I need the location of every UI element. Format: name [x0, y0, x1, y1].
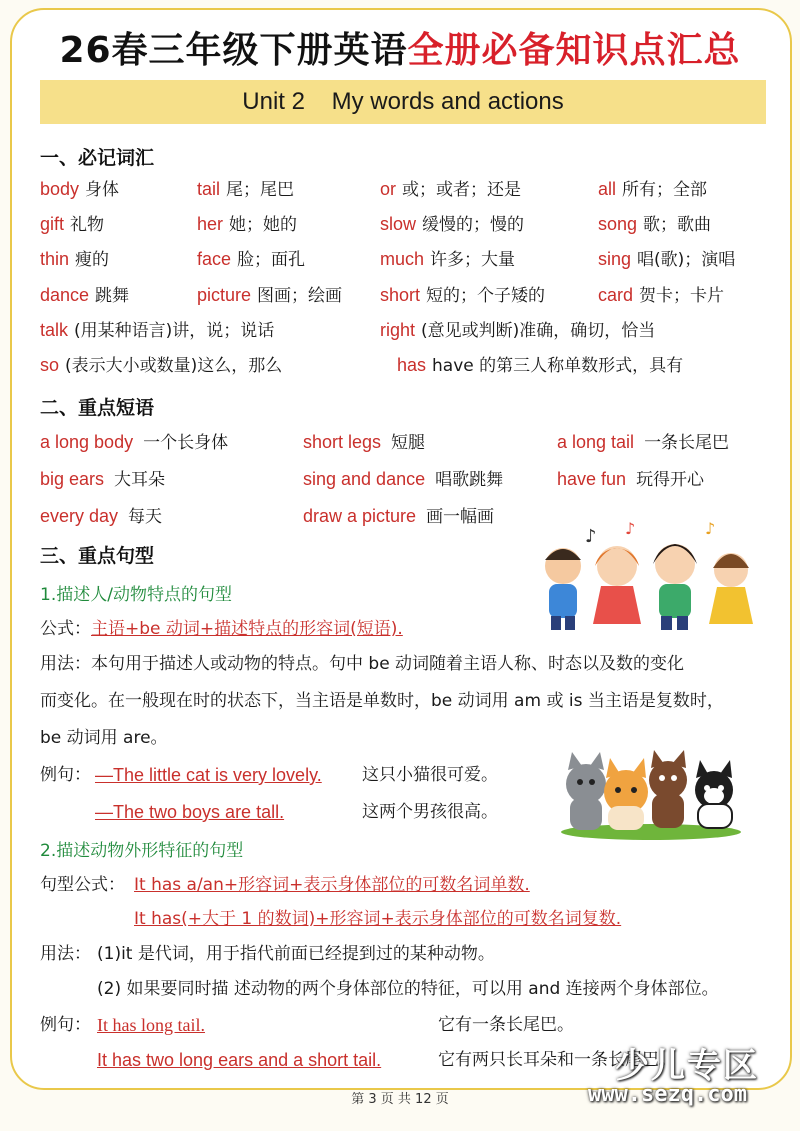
vocab-word: her — [197, 214, 224, 234]
section-sentences-heading: 三、重点句型 — [40, 545, 155, 567]
vocab-item — [598, 248, 735, 271]
vocab-item — [380, 284, 545, 307]
vocab-meaning: 短的；个子矮的 — [426, 286, 546, 306]
phrase-en: big ears — [40, 469, 105, 489]
pattern2-ex2-en-text: It has two long ears and a short tail. — [97, 1050, 382, 1070]
vocab-word: gift — [40, 214, 65, 234]
unit-banner: Unit 2 My words and actions — [40, 80, 766, 124]
page-footer: 第 3 页 共 12 页 — [351, 1092, 449, 1107]
vocab-meaning: 身体 — [85, 180, 120, 200]
vocab-word: thin — [40, 249, 70, 269]
phrase-item — [557, 468, 704, 491]
vocab-meaning: 贺卡；卡片 — [639, 286, 725, 306]
phrase-item — [557, 431, 729, 454]
vocab-word: tail — [197, 179, 221, 199]
pattern2-formula-label: 句型公式： — [40, 875, 125, 895]
vocab-word: body — [40, 179, 80, 199]
pattern1-example2-en — [95, 801, 284, 824]
watermark-text: 少儿专区 — [615, 1046, 759, 1086]
vocab-item — [380, 319, 655, 342]
vocab-item — [40, 284, 129, 307]
pattern2-usage1: (1)it 是代词，用于指代前面已经提到过的某种动物。 — [97, 944, 495, 964]
pattern1-usage-line1: 本句用于描述人或动物的特点。句中 be 动词随着主语人称、时态以及数的变化 — [91, 654, 685, 674]
pattern2-formula2 — [134, 908, 621, 930]
phrase-en: every day — [40, 506, 119, 526]
phrase-item — [40, 431, 228, 454]
vocab-item — [397, 354, 683, 377]
vocab-word: all — [598, 179, 617, 199]
vocab-word: short — [380, 285, 421, 305]
vocab-meaning: 所有；全部 — [622, 180, 708, 200]
vocab-word: sing — [598, 249, 632, 269]
phrase-item — [40, 505, 162, 528]
phrase-en: draw a picture — [303, 506, 417, 526]
kids-singing-illustration — [535, 520, 765, 632]
vocab-word: has — [397, 355, 427, 375]
pattern2-example2-zh: 它有两只长耳朵和一条长尾巴。 — [438, 1050, 676, 1070]
pattern1-ex2-en-text: —The two boys are tall. — [95, 802, 285, 822]
phrase-en: have fun — [557, 469, 627, 489]
phrase-zh: 大耳朵 — [114, 470, 166, 490]
phrase-zh: 每天 — [128, 507, 163, 527]
pattern2-example1-en — [97, 1014, 205, 1037]
pattern1-example-label: 例句： — [40, 765, 91, 785]
pattern1-usage-line3: be 动词用 are。 — [40, 728, 168, 748]
pattern1-heading: 1.描述人/动物特点的句型 — [40, 585, 232, 605]
vocab-item — [197, 178, 294, 201]
vocab-meaning: 尾；尾巴 — [226, 180, 295, 200]
vocab-item — [40, 178, 119, 201]
vocab-word: picture — [197, 285, 252, 305]
section-vocab-heading: 一、必记词汇 — [40, 147, 155, 169]
vocab-item — [598, 213, 711, 236]
vocab-word: so — [40, 355, 60, 375]
vocab-meaning: 缓慢的；慢的 — [422, 215, 525, 235]
pattern2-formula1 — [134, 874, 530, 896]
vocab-meaning: 或；或者；还是 — [402, 180, 522, 200]
vocab-item — [40, 319, 274, 342]
vocab-item — [380, 178, 521, 201]
pattern1-usage-label: 用法： — [40, 654, 91, 674]
phrase-en: a long tail — [557, 432, 635, 452]
vocab-word: much — [380, 249, 425, 269]
phrase-en: sing and dance — [303, 469, 426, 489]
vocab-item — [40, 213, 104, 236]
pattern2-example2-en — [97, 1049, 381, 1072]
pattern2-ex1-en-text: It has long tail. — [97, 1015, 205, 1035]
phrase-item — [40, 468, 165, 491]
phrase-en: short legs — [303, 432, 382, 452]
cats-illustration — [556, 746, 746, 840]
vocab-meaning: 跳舞 — [95, 286, 130, 306]
vocab-item — [598, 178, 707, 201]
vocab-item — [380, 213, 524, 236]
title-part2: 全册必备知识点汇总 — [407, 30, 741, 71]
pattern1-formula-text: 主语+be 动词+描述特点的形容词(短语). — [91, 619, 403, 639]
vocab-item — [598, 284, 724, 307]
vocab-meaning: (用某种语言)讲，说；说话 — [74, 321, 275, 341]
vocab-item — [40, 354, 282, 377]
pattern1-formula — [40, 618, 403, 640]
pattern2-formula1-text: It has a/an+形容词+表示身体部位的可数名词单数. — [134, 875, 530, 895]
vocab-word: card — [598, 285, 634, 305]
pattern1-formula-label: 公式： — [40, 619, 91, 639]
pattern2-example1-zh: 它有一条长尾巴。 — [438, 1015, 574, 1035]
phrase-en: a long body — [40, 432, 134, 452]
pattern1-usage — [40, 646, 770, 757]
pattern2-usage-label: 用法： — [40, 944, 91, 964]
vocab-item — [380, 248, 515, 271]
section-phrases-heading: 二、重点短语 — [40, 397, 155, 419]
vocab-item — [197, 284, 342, 307]
phrase-zh: 唱歌跳舞 — [435, 470, 504, 490]
vocab-item — [40, 248, 109, 271]
vocab-item — [197, 248, 305, 271]
vocab-word: or — [380, 179, 397, 199]
vocab-meaning: (表示大小或数量)这么，那么 — [65, 356, 283, 376]
page-title — [0, 22, 800, 73]
vocab-meaning: 图画；绘画 — [257, 286, 343, 306]
pattern2-usage2: (2) 如果要同时描 述动物的两个身体部位的特征，可以用 and 连接两个身体部位。 — [97, 979, 719, 999]
svg-text:♪: ♪ — [705, 520, 716, 538]
pattern1-example1-zh: 这只小猫很可爱。 — [362, 765, 498, 785]
vocab-word: slow — [380, 214, 417, 234]
phrase-item — [303, 505, 494, 528]
pattern1-ex1-en-text: —The little cat is very lovely. — [95, 765, 322, 785]
title-part1: 26春三年级下册英语 — [59, 30, 408, 71]
phrase-item — [303, 431, 425, 454]
vocab-word: dance — [40, 285, 90, 305]
pattern1-example1-en — [95, 764, 322, 787]
phrase-item — [303, 468, 503, 491]
pattern2-heading: 2.描述动物外形特征的句型 — [40, 841, 244, 861]
phrase-zh: 玩得开心 — [636, 470, 705, 490]
svg-text:♪: ♪ — [625, 520, 636, 538]
phrase-zh: 一条长尾巴 — [644, 433, 730, 453]
vocab-meaning: 礼物 — [70, 215, 105, 235]
vocab-meaning: have 的第三人称单数形式，具有 — [432, 356, 684, 376]
vocab-word: face — [197, 249, 232, 269]
phrase-zh: 一个长身体 — [143, 433, 229, 453]
vocab-word: song — [598, 214, 638, 234]
vocab-meaning: 歌；歌曲 — [643, 215, 712, 235]
vocab-item — [197, 213, 297, 236]
vocab-word: talk — [40, 320, 69, 340]
watermark-url: www.sezq.com — [588, 1082, 747, 1107]
pattern2-formula2-text: It has(+大于 1 的数词)+形容词+表示身体部位的可数名词复数. — [134, 909, 622, 929]
pattern1-example1 — [40, 764, 91, 786]
vocab-meaning: (意见或判断)准确，确切，恰当 — [421, 321, 656, 341]
svg-text:♪: ♪ — [585, 526, 597, 547]
vocab-meaning: 脸；面孔 — [237, 250, 306, 270]
vocab-word: right — [380, 320, 416, 340]
vocab-meaning: 许多；大量 — [430, 250, 516, 270]
pattern1-example2-zh: 这两个男孩很高。 — [362, 802, 498, 822]
vocab-meaning: 她；她的 — [229, 215, 298, 235]
phrase-zh: 画一幅画 — [426, 507, 495, 527]
phrase-zh: 短腿 — [391, 433, 426, 453]
vocab-meaning: 瘦的 — [75, 250, 110, 270]
pattern1-usage-line2: 而变化。在一般现在时的状态下，当主语是单数时，be 动词用 am 或 is 当主语是复数时， — [40, 691, 724, 711]
vocab-meaning: 唱(歌)；演唱 — [637, 250, 736, 270]
pattern2-example-label: 例句： — [40, 1015, 91, 1035]
